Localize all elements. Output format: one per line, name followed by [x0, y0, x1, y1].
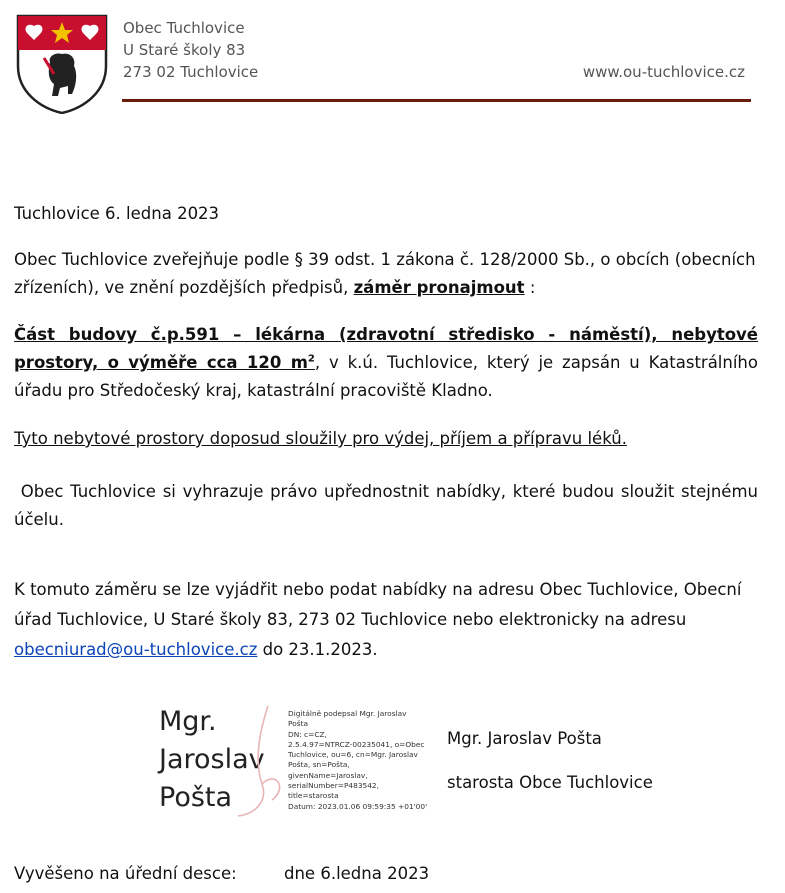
email-link[interactable]: obecniurad@ou-tuchlovice.cz — [14, 640, 258, 659]
posted-date: dne 6.ledna 2023 — [284, 864, 430, 883]
coat-of-arms-icon — [14, 14, 110, 114]
property-title: Část budovy č.p.591 – lékárna (zdravotní středisko - náměstí), nebytové prostory, o výměře cca 120 $m^2$ — [14, 325, 758, 372]
posted-label: Vyvěšeno na úřední desce: — [14, 864, 237, 883]
org-street: U Staré školy 83 — [123, 41, 246, 59]
superscript: 2 — [307, 353, 315, 365]
sig-meta-line: DN: c=CZ, — [288, 729, 327, 739]
reservation-paragraph: Obec Tuchlovice si vyhrazuje právo upřednostnit nabídky, které budou sloužit stejnému účelu. — [14, 482, 764, 529]
sig-meta-line: Tuchlovice, ou=6, cn=Mgr. Jaroslav — [288, 750, 418, 760]
sig-meta-line: Pošta, sn=Pošta, — [288, 760, 350, 770]
property-paragraph — [14, 321, 758, 405]
contact-paragraph — [14, 575, 758, 665]
org-website: www.ou-tuchlovice.cz — [582, 63, 745, 81]
signature-name-line1: Mgr. — [159, 706, 217, 737]
intro-tail: : — [524, 278, 536, 297]
intro-text: Obec Tuchlovice zveřejňuje podle § 39 odst. 1 zákona č. 128/2000 Sb., o obcích (obecních zřízeních), ve znění pozdějších předpisů, — [14, 250, 756, 297]
sig-meta-line: 2.5.4.97=NTRCZ-00235041, o=Obec — [288, 739, 425, 749]
digital-signature-details — [288, 709, 428, 812]
signature-name-line2: Jaroslav — [159, 744, 265, 775]
property-text: , v k.ú. Tuchlovice, který je zapsán u Katastrálního úřadu pro Středočeský kraj, katastrální pracoviště Kladno. — [14, 353, 758, 400]
intent-emphasis: záměr pronajmout — [353, 278, 525, 297]
org-city: 273 02 Tuchlovice — [123, 63, 259, 81]
signer-role: starosta Obce Tuchlovice — [447, 773, 653, 792]
sig-meta-line: Digitálně podepsal Mgr. Jaroslav — [288, 709, 407, 718]
contact-tail: do 23.1.2023. — [257, 640, 378, 659]
usage-paragraph: Tyto nebytové prostory doposud sloužily pro výdej, příjem a přípravu léků. — [14, 429, 627, 448]
sig-meta-line: givenName=Jaroslav, — [288, 770, 368, 780]
date-line: Tuchlovice 6. ledna 2023 — [14, 204, 220, 223]
handwritten-signature-icon — [232, 700, 296, 820]
intro-paragraph — [14, 246, 758, 302]
sig-meta-line: Datum: 2023.01.06 09:59:35 +01'00' — [288, 801, 428, 811]
org-name: Obec Tuchlovice — [123, 19, 245, 37]
contact-text: K tomuto záměru se lze vyjádřit nebo podat nabídky na adresu Obec Tuchlovice, Obecní úřad Tuchlovice, U Staré školy 83, 273 02 Tuchlovice nebo elektronicky na adresu — [14, 580, 742, 629]
signer-name: Mgr. Jaroslav Pošta — [447, 729, 602, 748]
sig-meta-line: Pošta — [288, 719, 308, 729]
signature-name-line3: Pošta — [159, 782, 233, 813]
sig-meta-line: serialNumber=P483542, — [288, 781, 379, 791]
sig-meta-line: title=starosta — [288, 791, 339, 801]
header-divider — [122, 99, 751, 102]
